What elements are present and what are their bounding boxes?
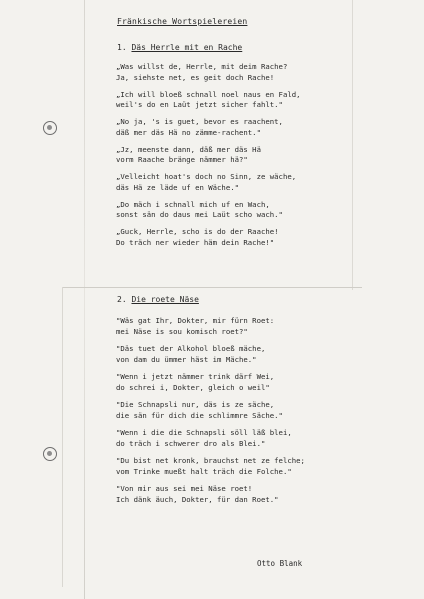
verse <box>116 484 356 505</box>
section-number: 2. <box>117 295 127 304</box>
verse-line: von dam du ümmer häst im Mäche." <box>116 354 257 364</box>
verse-line: "Du bist net kronk, brauchst net ze felche; <box>116 456 305 465</box>
verse-line: Ich dänk äuch, Dokter, für dan Roet." <box>116 494 279 504</box>
pasted-sheet-edge <box>62 287 362 288</box>
paper-fold-line <box>84 0 85 599</box>
verse-line: „Velleicht hoat's doch no Sinn, ze wäche, <box>116 172 297 181</box>
verse <box>116 145 356 166</box>
verse-line: "Wenn i die die Schnapsli söll läß blei, <box>116 428 292 437</box>
verse-line: "Wenn i jetzt nämmer trink därf Wei, <box>116 372 275 381</box>
verse-line: „Ich will bloeß schnall noel naus en Fald, <box>116 89 301 99</box>
verse <box>116 372 356 393</box>
verse-line: "Von mir aus sei mei Näse roet! <box>116 484 253 493</box>
verse-line: Ja, siehste net, es geit doch Rache! <box>116 72 275 82</box>
punch-hole-icon <box>43 121 57 135</box>
verse <box>116 90 356 111</box>
verse <box>116 428 356 449</box>
verse-line: „Jz, meenste dann, däß mer däs Hä <box>116 144 261 154</box>
section-title: Die roete Näse <box>131 295 199 304</box>
verse-line: „Do mäch i schnall mich uf en Wach, <box>116 199 270 209</box>
verse <box>116 172 356 193</box>
verse-line: vom Trinke mueßt halt träch die Folche." <box>116 466 292 476</box>
verse <box>116 62 356 83</box>
verse-line: do schrei i, Dokter, gleich o weil" <box>116 382 270 392</box>
section-number: 1. <box>117 43 127 52</box>
pasted-sheet-edge <box>62 287 63 587</box>
verse <box>116 400 356 421</box>
punch-hole-icon <box>43 447 57 461</box>
verse <box>116 200 356 221</box>
verse-line: „No ja, 's is guet, bevor es raachent, <box>116 117 283 126</box>
verse-line: vorm Raache bränge nämmer hä?" <box>116 155 248 164</box>
section-title: Däs Herrle mit en Rache <box>131 43 243 52</box>
verse-line: Do träch ner wieder häm dein Rache!" <box>116 237 275 247</box>
poem-verses <box>116 316 356 505</box>
verse-line: däß mer däs Hä no zämme-rachent." <box>116 127 261 137</box>
verse-line: sonst sän do daus mei Laüt scho wach." <box>116 210 283 219</box>
verse-line: weil's do en Laüt jetzt sicher fahlt." <box>116 100 283 109</box>
verse-line: mei Näse is sou komisch roet?" <box>116 326 248 336</box>
verse <box>116 456 356 477</box>
verse <box>116 227 356 248</box>
verse-line: die sän für dich die schlimmre Säche." <box>116 410 283 420</box>
verse-line: „Was willst de, Herrle, mit deim Rache? <box>116 62 288 71</box>
verse-line: do träch i schwerer dro als Blei." <box>116 438 266 448</box>
verse-line: "Däs tuet der Alkohol bloeß mäche, <box>116 344 266 353</box>
verse <box>116 344 356 365</box>
author-name: Otto Blank <box>257 559 303 568</box>
document-title: Fränkische Wortspielereien <box>117 17 248 26</box>
verse-line: „Guck, Herrle, scho is do der Raache! <box>116 227 279 236</box>
verse <box>116 316 356 337</box>
poem-verses <box>116 62 356 248</box>
verse <box>116 117 356 138</box>
verse-line: "Die Schnapsli nur, däs is ze säche, <box>116 400 275 409</box>
verse-line: "Wäs gat Ihr, Dokter, mir fürn Roet: <box>116 316 275 325</box>
verse-line: däs Hä ze läde uf en Wäche." <box>116 182 240 192</box>
section-heading <box>117 43 242 52</box>
section-heading <box>117 295 199 304</box>
